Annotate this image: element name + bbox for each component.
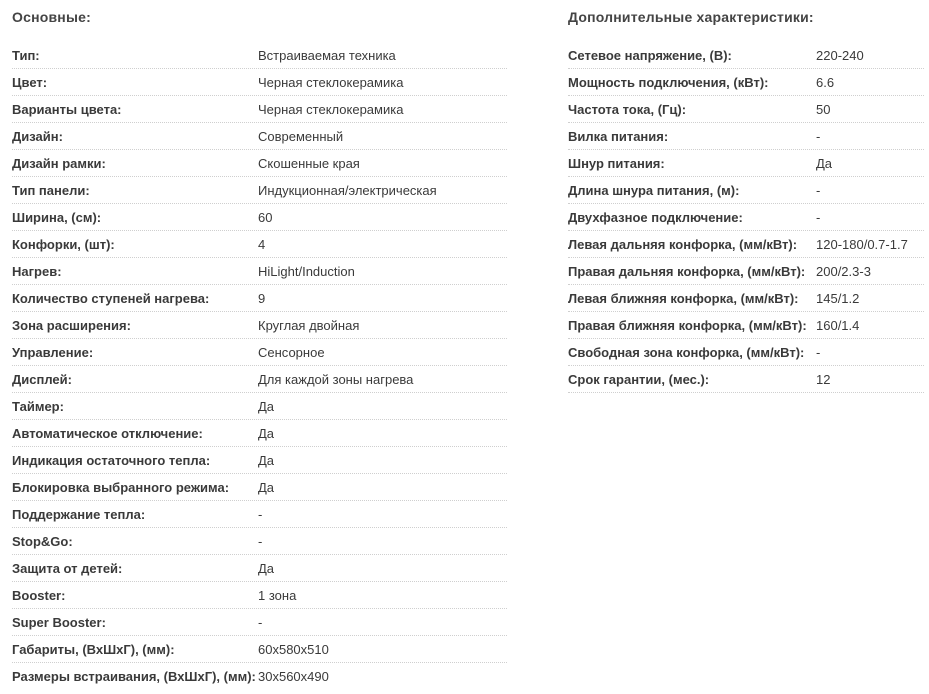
spec-label: Вилка питания:: [568, 129, 669, 144]
spec-value: Черная стеклокерамика: [258, 75, 404, 90]
spec-row: [568, 73, 924, 100]
spec-row: [12, 154, 507, 181]
spec-label: Правая дальняя конфорка, (мм/кВт):: [568, 264, 806, 279]
spec-label: Количество ступеней нагрева:: [12, 291, 210, 306]
spec-value: Да: [258, 426, 275, 441]
spec-value: 6.6: [816, 75, 835, 90]
spec-label: Двухфазное подключение:: [568, 210, 743, 225]
spec-row: [12, 397, 507, 424]
spec-label: Stop&Go:: [12, 534, 73, 549]
spec-value: -: [816, 183, 821, 198]
spec-row: [568, 100, 924, 127]
spec-row: [568, 127, 924, 154]
spec-row: [568, 316, 924, 343]
spec-row: [568, 343, 924, 370]
spec-label: Дисплей:: [12, 372, 72, 387]
spec-label: Мощность подключения, (кВт):: [568, 75, 769, 90]
spec-label: Шнур питания:: [568, 156, 665, 171]
spec-value: -: [816, 129, 821, 144]
spec-value: Сенсорное: [258, 345, 325, 360]
spec-value: Да: [258, 480, 275, 495]
spec-value: Скошенные края: [258, 156, 360, 171]
spec-value: Встраиваемая техника: [258, 48, 396, 63]
spec-label: Автоматическое отключение:: [12, 426, 203, 441]
spec-row: [12, 46, 507, 73]
spec-label: Индикация остаточного тепла:: [12, 453, 211, 468]
spec-row: [12, 100, 507, 127]
spec-value: -: [816, 210, 821, 225]
main-specs-list: [12, 46, 507, 694]
spec-row: [12, 424, 507, 451]
spec-row: [12, 316, 507, 343]
spec-value: 145/1.2: [816, 291, 860, 306]
spec-value: Круглая двойная: [258, 318, 360, 333]
spec-label: Свободная зона конфорка, (мм/кВт):: [568, 345, 805, 360]
spec-row: [12, 289, 507, 316]
spec-label: Дизайн рамки:: [12, 156, 106, 171]
spec-label: Ширина, (см):: [12, 210, 102, 225]
spec-value: -: [258, 615, 263, 630]
spec-row: [12, 532, 507, 559]
main-specs-title: Основные:: [12, 9, 91, 25]
spec-row: [12, 235, 507, 262]
spec-label: Super Booster:: [12, 615, 106, 630]
spec-value: Современный: [258, 129, 344, 144]
spec-row: [12, 451, 507, 478]
main-specs-section: [12, 0, 507, 694]
spec-row: [12, 478, 507, 505]
spec-row: [12, 73, 507, 100]
spec-value: -: [258, 534, 263, 549]
spec-label: Блокировка выбранного режима:: [12, 480, 230, 495]
spec-value: Да: [258, 399, 275, 414]
spec-value: Да: [816, 156, 833, 171]
spec-row: [568, 235, 924, 262]
spec-value: 1 зона: [258, 588, 297, 603]
spec-label: Левая ближняя конфорка, (мм/кВт):: [568, 291, 799, 306]
spec-label: Таймер:: [12, 399, 64, 414]
spec-row: [568, 154, 924, 181]
spec-label: Габариты, (ВхШхГ), (мм):: [12, 642, 175, 657]
spec-value: Да: [258, 561, 275, 576]
spec-label: Зона расширения:: [12, 318, 131, 333]
spec-row: [12, 208, 507, 235]
spec-row: [12, 559, 507, 586]
spec-row: [568, 181, 924, 208]
spec-label: Срок гарантии, (мес.):: [568, 372, 710, 387]
spec-row: [568, 46, 924, 73]
spec-row: [12, 181, 507, 208]
spec-label: Тип панели:: [12, 183, 90, 198]
extra-specs-title: Дополнительные характеристики:: [568, 9, 814, 25]
spec-label: Управление:: [12, 345, 94, 360]
spec-value: 4: [258, 237, 266, 252]
spec-value: 120-180/0.7-1.7: [816, 237, 908, 252]
spec-label: Частота тока, (Гц):: [568, 102, 687, 117]
spec-label: Тип:: [12, 48, 40, 63]
spec-value: Для каждой зоны нагрева: [258, 372, 414, 387]
spec-row: [12, 586, 507, 613]
spec-value: Черная стеклокерамика: [258, 102, 404, 117]
spec-value: 50: [816, 102, 831, 117]
spec-label: Защита от детей:: [12, 561, 123, 576]
spec-value: 9: [258, 291, 266, 306]
spec-row: [12, 343, 507, 370]
spec-label: Booster:: [12, 588, 66, 603]
spec-label: Дизайн:: [12, 129, 63, 144]
spec-label: Длина шнура питания, (м):: [568, 183, 740, 198]
spec-value: 60: [258, 210, 273, 225]
spec-label: Размеры встраивания, (ВхШхГ), (мм):: [12, 669, 256, 684]
spec-label: Конфорки, (шт):: [12, 237, 115, 252]
spec-row: [568, 262, 924, 289]
spec-value: Индукционная/электрическая: [258, 183, 437, 198]
spec-row: [12, 262, 507, 289]
spec-label: Нагрев:: [12, 264, 62, 279]
spec-value: -: [816, 345, 821, 360]
spec-row: [12, 640, 507, 667]
spec-label: Правая ближняя конфорка, (мм/кВт):: [568, 318, 807, 333]
spec-row: [12, 127, 507, 154]
spec-value: 160/1.4: [816, 318, 860, 333]
spec-value: HiLight/Induction: [258, 264, 355, 279]
spec-label: Левая дальняя конфорка, (мм/кВт):: [568, 237, 798, 252]
spec-row: [12, 370, 507, 397]
extra-specs-list: [568, 46, 924, 397]
spec-row: [568, 370, 924, 397]
spec-value: 12: [816, 372, 831, 387]
spec-row: [568, 208, 924, 235]
spec-row: [12, 505, 507, 532]
spec-value: 30x560x490: [258, 669, 329, 684]
spec-label: Варианты цвета:: [12, 102, 122, 117]
spec-value: Да: [258, 453, 275, 468]
spec-row: [12, 613, 507, 640]
spec-label: Сетевое напряжение, (В):: [568, 48, 732, 63]
spec-value: 220-240: [816, 48, 864, 63]
extra-specs-section: [568, 0, 924, 397]
spec-value: -: [258, 507, 263, 522]
spec-label: Цвет:: [12, 75, 48, 90]
spec-row: [568, 289, 924, 316]
spec-value: 200/2.3-3: [816, 264, 871, 279]
spec-label: Поддержание тепла:: [12, 507, 146, 522]
spec-value: 60x580x510: [258, 642, 329, 657]
